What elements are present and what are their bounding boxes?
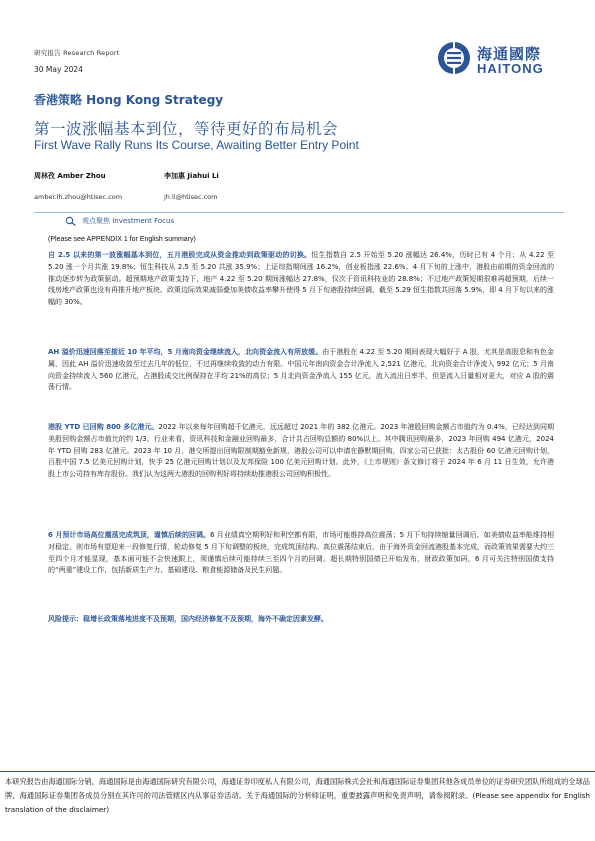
paragraph-body: 由于港股在 4.22 至 5.20 期间表现大幅好于 A 股，尤其是高股息和有色金属，因此 AH 溢价迅速收敛至过去几年的低位，不过再继续收敛的动力有限。中国元年南向资金合计净流入 2,521 亿港元，北向资金合计净流入 992 亿元；5 月南向资金持续流入 560 亿港元，占港股成交比例保持在平均 21%的高位；5 月北向资金净流入 155 亿元，流入流出日率半，但是流入日量相对更大，对应 A 股的震荡行情。 (48, 348, 554, 392)
author-name: 周林孜 Amber Zhou (34, 172, 106, 180)
magnifier-icon (65, 216, 77, 226)
risk-text: 稳增长政策落地进度不及预期，国内经济修复不及预期，海外不确定因素发酵。 (83, 615, 328, 623)
author-block (34, 171, 123, 201)
author-email[interactable]: jh.li@htisec.com (164, 193, 218, 201)
summary-paragraph (48, 347, 554, 394)
risk-label: 风险提示： (48, 615, 83, 623)
paragraph-body: 6 月业绩真空期利好和利空都有限，市场可能维持高位震荡；5 月下旬持续缩量回调后，如美债收益率能维持相对稳定，则市场有望迎来一段修复行情，轮动修复 5 月下旬调整的板块，完成筑顶结构。高位震荡结束后，由于海外资金回流港股基本完成，而政策效果需要大约三至四个月才能显现，基本面可能不会快速跟上，须谨慎后续可能持续三至四个月的回调。超长期特别国债已开始发布，财政政策加码，6 月可关注特别国债支持的“两重”建设工作，包括新质生产力、基础建设、粮食能源储备及民生问题。 (48, 531, 554, 575)
report-title-cn: 第一波涨幅基本到位，等待更好的布局机会 (34, 120, 339, 138)
investment-focus-bar (34, 212, 564, 228)
summary-paragraph (48, 422, 554, 481)
report-date: 30 May 2024 (34, 65, 83, 74)
paragraph-body: 2022 年以来每年回购超千亿港元，远远超过 2021 年的 382 亿港元。2023 年港股回购金额占市值约为 0.4%，已经达到同期美股回购金额占市值比的约 1/3。行业来看，资讯科技和金融业回购最多，合计共占回购总额的 80%以上。其中腾讯回购最多，2023 年回购 494 亿港元，2024 年 YTD 回购 283 亿港元。2023 年 10 月，港交所提出回购限制期豁免新规，港股公司可以申请在静默期回购，四家公司已获批：太古股份 60 亿港元回购计划，百胜中国 7.5 亿美元回购计划，快手 25 亿港元回购计划以及友邦保险 100 亿美元回购计划。此外，《上市规则》条文修订将于 2024 年 6 月 11 日生效，允许港股上市公司持有库存股份。我们认为这两大港股的回购利好将持续助推港股公司回购积极性。 (48, 423, 554, 479)
footer-divider (0, 771, 595, 772)
author-name: 李加惠 Jiahui Li (164, 172, 219, 180)
paragraph-lead: 6 月预计市场高位震荡完成筑顶，谨慎后续的回调。 (48, 531, 211, 539)
strategy-label: 香港策略 Hong Kong Strategy (34, 93, 224, 107)
haitong-logo-icon (437, 41, 471, 75)
paragraph-lead: 港股 YTD 已回购 800 多亿港元。 (48, 423, 159, 431)
investment-focus-label: 观点聚焦 Investment Focus (82, 217, 175, 225)
logo-text-cn: 海通國際 (477, 45, 542, 63)
author-block (164, 171, 219, 201)
risk-warning (48, 614, 328, 626)
paragraph-lead: 自 2.5 以来的第一波涨幅基本到位，五月港股完成从资金推动到政策驱动的切换。 (48, 251, 312, 259)
paragraph-body: 恒生指数自 2.5 开始至 5.20 涨幅达 26.4%，历时已有 4 个月；从 4.22 至 5.20 涨一个月共涨 19.8%；恒生科技从 2.5 至 5.20 共涨 35.9%；上证综指期间涨 16.2%，创业板指涨 22.6%。4 月下旬的上涨中，港股由前期的资金回流的推动逐步转为政策驱动。超预期地产政策支持下，地产 4.22 至 5.20 期间涨幅达 27.8%，仅次于资讯科技业的 28.8%；不过地产政策短期很难再超预期，后续一线房地产政策也没有再推升地产板块。政策边际效果减弱叠加美债收益率攀升使得 5 月下旬港股持续回调，截至 5.29 恒生指数共回落 5.9%，即 4 月下旬以来的涨幅的 30%。 (48, 251, 554, 307)
summary-paragraph (48, 250, 554, 309)
summary-paragraph (48, 530, 554, 577)
report-type: 研究报告 Research Report (34, 49, 120, 57)
report-title-en: First Wave Rally Runs Its Course, Awaiting Better Entry Point (34, 138, 359, 152)
logo-text-en: HAITONG (477, 61, 544, 76)
paragraph-lead: AH 溢价迅速回落至接近 10 年平均，5 月南向资金继续流入，北向资金流入有所放缓。 (48, 348, 323, 356)
haitong-logo (437, 40, 552, 80)
appendix-note: (Please see APPENDIX 1 for English summary) (48, 236, 196, 243)
disclaimer-footer: 本研究报告由海通国际分销，海通国际是由海通国际研究有限公司，海通证券印度私人有限公司，海通国际株式会社和海通国际证券集团其他各成员单位的证券研究团队所组成的全球品牌，海通国际证券集团各成员分别在其许可的司法管辖区内从事证券活动。关于海通国际的分析师证明，重要披露声明和免责声明，请参阅附录。(Please see appendix for English translation of the disclaimer) (5, 777, 590, 814)
author-email[interactable]: amber.lh.zhou@htisec.com (34, 193, 123, 201)
